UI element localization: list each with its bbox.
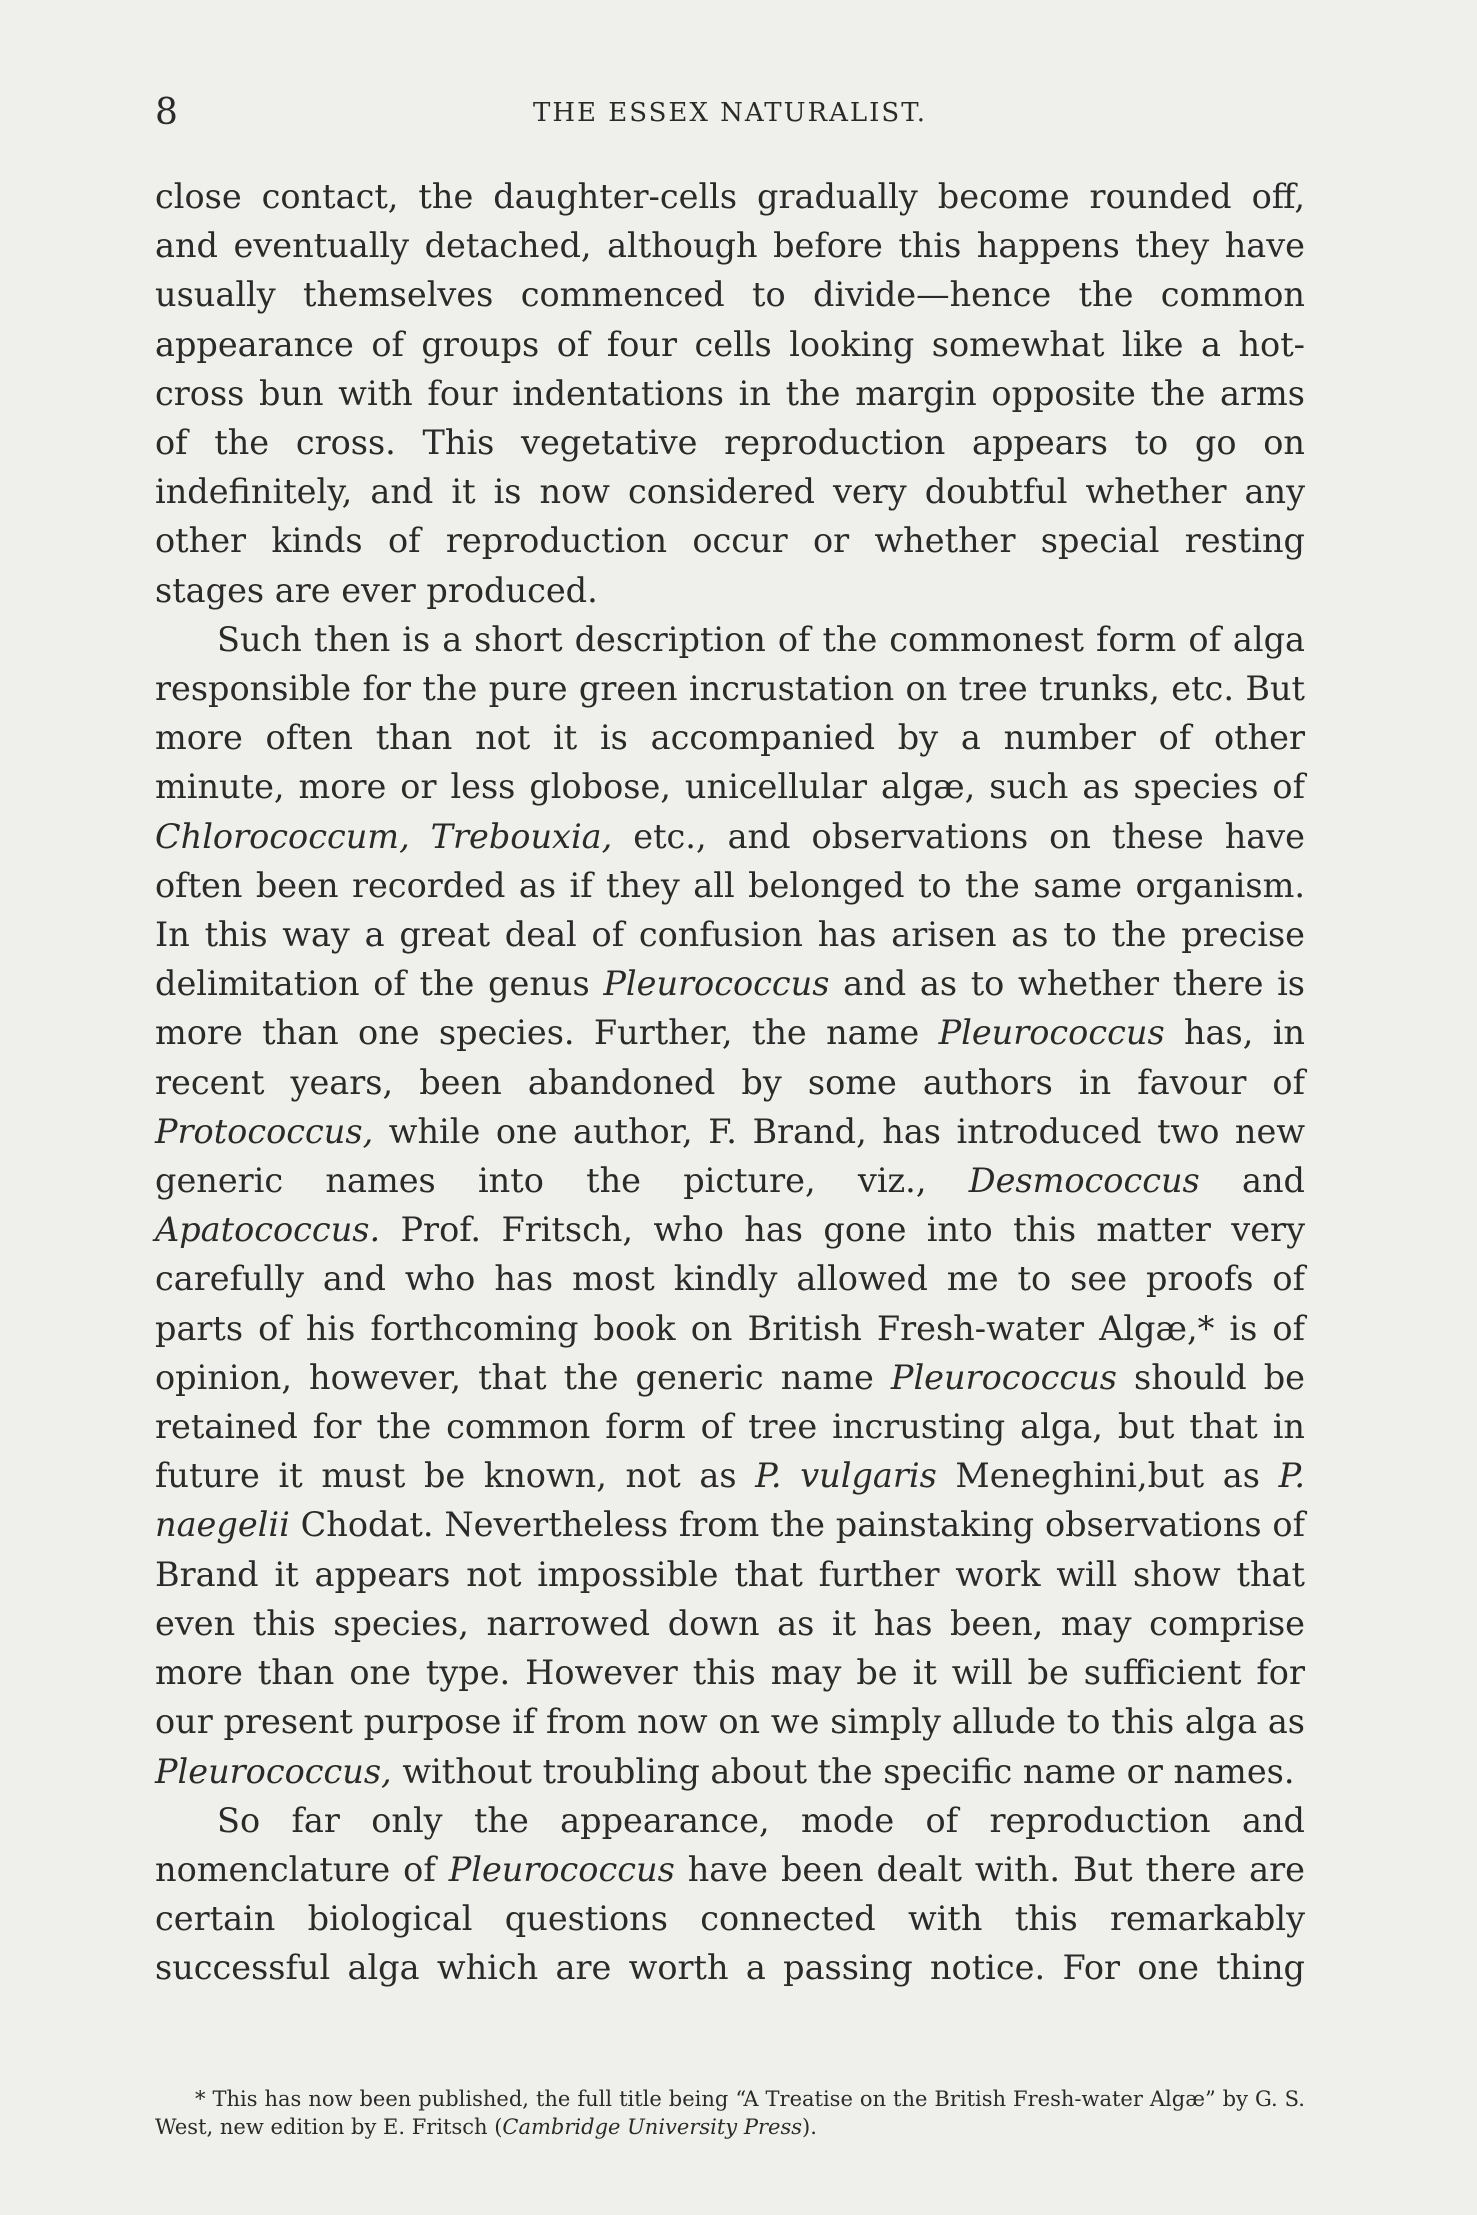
text-run: Prof. Fritsch, who has gone into this matter very carefully and who has most kindly allowed me to see proofs of parts of his forthcoming book on British Fresh-water Algæ,* is of opinion, however, that the generic name — [155, 1210, 1305, 1397]
text-run: and as to whether there is more than one species. Further, the name — [155, 964, 1306, 1053]
running-title: THE ESSEX NATURALIST. — [532, 98, 927, 128]
italic-text: Protococcus, — [155, 1111, 374, 1151]
paragraph — [155, 615, 1305, 1796]
text-run: have been dealt with. But there are certain biological questions connected with this remarkably successful alga which are worth a passing notice. For one thing — [155, 1849, 1305, 1988]
text-run: while one author, F. Brand, has introduced two new generic names into the picture, viz., — [155, 1111, 1305, 1201]
page-number: 8 — [155, 92, 178, 133]
italic-text: Pleurococcus — [938, 1013, 1165, 1053]
text-run: Such then is a short description of the commonest form of alga responsible for the pure green incrustation on tree trunks, etc. But more often than not it is accompanied by a number of other minute, more or less globose, unicellular algæ, such as species of — [155, 619, 1305, 807]
text-run: has, in recent years, been abandoned by some authors in favour of — [155, 1013, 1305, 1102]
text-run: close contact, the daughter-cells gradually become rounded off, and eventually detached, although before this happens they have usually themselves commenced to divide—hence the common appearance of groups of four cells looking somewhat like a hot-cross bun with four indentations in the margin opposite the arms of the cross. This vegetative reproduction appears to go on indefinitely, and it is now considered very doubtful whether any other kinds of reproduction occur or whether special resting stages are ever produced. — [155, 177, 1305, 610]
text-run: ). — [802, 2115, 817, 2139]
text-run: So far only the appearance, mode of reproduction and nomenclature of — [155, 1800, 1305, 1889]
text-run: Meneghini,but as — [936, 1456, 1279, 1496]
text-run: Chodat. Nevertheless from the painstaking observations of Brand it appears not impossible that further work will show that even this species, narrowed down as it has been, may comprise more than one type. However this may be it will be sufficient for our present purpose if from now on we simply allude to this alga as — [155, 1505, 1305, 1742]
italic-text: P. naegelii — [155, 1456, 1305, 1545]
italic-text: Pleurococcus — [448, 1849, 675, 1889]
page-header — [155, 92, 1305, 142]
text-run: etc., and observations on these have often been recorded as if they all belonged to the same organism. In this way a great deal of confusion has arisen as to the precise delimitation of the genus — [155, 816, 1306, 1004]
text-run: should be retained for the common form of tree incrusting alga, but that in future it must be known, not as — [155, 1357, 1305, 1496]
italic-text: Desmococcus — [968, 1161, 1200, 1201]
italic-text: Pleurococcus — [890, 1357, 1117, 1397]
text-run: * This has now been published, the full title being “A Treatise on the British Fresh-water Algæ” by G. S. West, new edition by E. Fritsch ( — [155, 2087, 1305, 2139]
footnote — [155, 2085, 1305, 2141]
paragraph — [155, 1796, 1305, 1993]
body-text — [155, 172, 1305, 1993]
italic-text: Apatococcus. — [155, 1210, 381, 1250]
italic-text: Pleurococcus, — [155, 1751, 392, 1791]
text-run: without troubling about the specific name or names. — [391, 1751, 1295, 1791]
italic-text: Chlorococcum, Trebouxia, — [155, 816, 613, 856]
text-run: and — [1199, 1161, 1305, 1201]
italic-text: P. vulgaris — [755, 1456, 937, 1496]
paragraph — [155, 172, 1305, 615]
italic-text: Cambridge University Press — [502, 2115, 802, 2139]
italic-text: Pleurococcus — [603, 964, 830, 1004]
